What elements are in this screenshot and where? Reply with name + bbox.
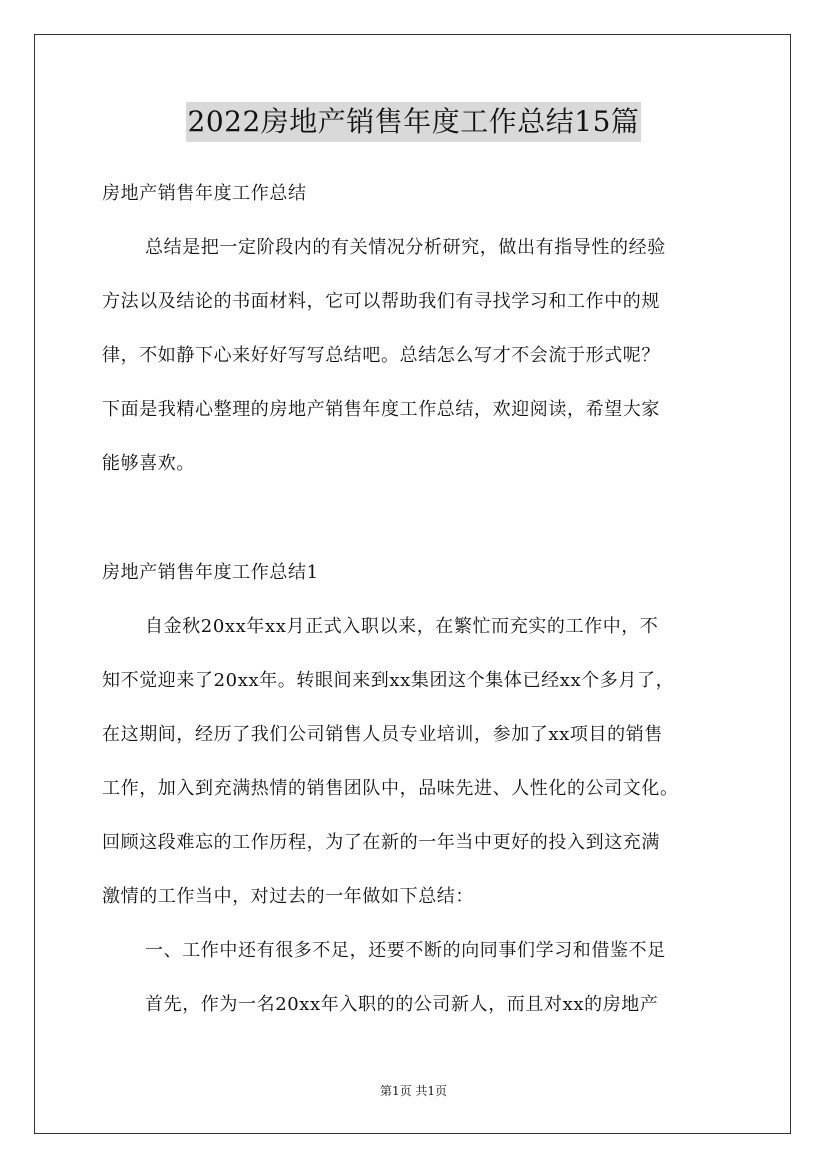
document-title xyxy=(0,102,827,142)
section1-line-6: 激情的工作当中，对过去的一年做如下总结： xyxy=(102,886,474,907)
intro-heading: 房地产销售年度工作总结 xyxy=(102,183,307,204)
intro-line-5: 能够喜欢。 xyxy=(102,453,195,474)
section1-heading: 房地产销售年度工作总结1 xyxy=(102,562,319,583)
section1-line-3: 在这期间，经历了我们公司销售人员专业培训，参加了xx项目的销售 xyxy=(102,724,663,745)
intro-line-1: 总结是把一定阶段内的有关情况分析研究，做出有指导性的经验 xyxy=(145,237,666,258)
point1-line-1: 首先，作为一名20xx年入职的的公司新人，而且对xx的房地产 xyxy=(145,994,659,1015)
section1-line-5: 回顾这段难忘的工作历程，为了在新的一年当中更好的投入到这充满 xyxy=(102,832,660,853)
section1-line-2: 知不觉迎来了20xx年。转眼间来到xx集团这个集体已经xx个多月了， xyxy=(102,670,675,691)
intro-line-4: 下面是我精心整理的房地产销售年度工作总结，欢迎阅读，希望大家 xyxy=(102,399,660,420)
intro-line-2: 方法以及结论的书面材料，它可以帮助我们有寻找学习和工作中的规 xyxy=(102,291,660,312)
intro-line-3: 律，不如静下心来好好写写总结吧。总结怎么写才不会流于形式呢？ xyxy=(102,345,660,366)
section1-line-1: 自金秋20xx年xx月正式入职以来，在繁忙而充实的工作中，不 xyxy=(145,616,659,637)
point1-heading: 一、工作中还有很多不足，还要不断的向同事们学习和借鉴不足 xyxy=(145,940,666,961)
section1-line-4: 工作，加入到充满热情的销售团队中，品味先进、人性化的公司文化。 xyxy=(102,778,679,799)
document-title-text: 2022房地产销售年度工作总结15篇 xyxy=(186,102,642,142)
page-number-footer: 第1页 共1页 xyxy=(379,1084,448,1098)
